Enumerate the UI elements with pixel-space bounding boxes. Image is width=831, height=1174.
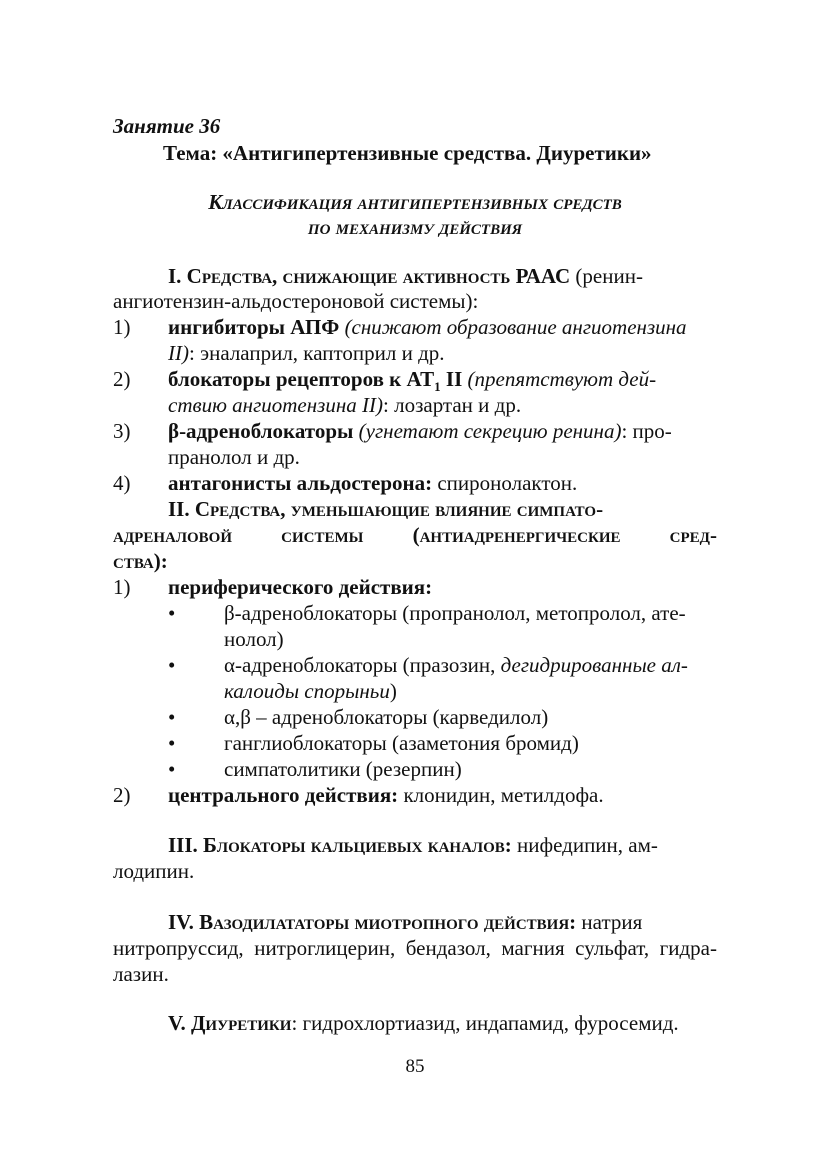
bullet-item-alpha-cont xyxy=(224,678,397,704)
item-italic: II) xyxy=(168,341,189,365)
item-text: : эналаприл, каптоприл и др. xyxy=(188,341,445,365)
item-number: 1) xyxy=(113,575,131,599)
item-bold: β-адреноблокаторы xyxy=(168,419,354,443)
item-text: : про- xyxy=(621,419,672,443)
section5-heading: V. Диуретики xyxy=(168,1011,292,1035)
section2-heading-line2: адреналовой системы (антиадренергические сред- xyxy=(113,523,717,547)
item-bold: центрального действия: xyxy=(168,783,399,807)
item-text: спиронолактон. xyxy=(432,471,578,495)
section3-heading: III. Блокаторы кальциевых каналов: xyxy=(168,833,512,857)
item-subscript: 1 xyxy=(434,379,441,395)
list-item-beta-blockers-cont: пранолол и др. xyxy=(168,445,300,469)
bullet-text: α-адреноблокаторы (празозин, xyxy=(224,653,501,677)
section3-heading-line xyxy=(168,832,718,858)
bullet-item-beta: β-адреноблокаторы (пропранолол, метопролол, ате- xyxy=(224,601,686,625)
section4-cont1: нитропруссид, нитроглицерин, бендазол, магния сульфат, гидра- xyxy=(113,936,717,960)
list-item-ace-inhibitors-cont xyxy=(168,340,445,366)
section4-heading-line xyxy=(168,909,718,935)
item-number: 4) xyxy=(113,471,131,495)
list-item-at1-blockers-cont xyxy=(168,392,521,418)
item-bold: блокаторы рецепторов к AT xyxy=(168,367,435,391)
item-number: 3) xyxy=(113,419,131,443)
section1-heading-rest: (ренин- xyxy=(570,264,643,288)
classification-title-line1: Классификация антигипертензивных средств xyxy=(208,190,622,214)
bullet-italic: дегидрированные ал- xyxy=(500,653,688,677)
bullet-icon: • xyxy=(168,653,176,677)
central-action xyxy=(168,782,604,808)
section5-heading-line xyxy=(168,1010,718,1036)
item-italic: (снижают образование ангиотензина xyxy=(339,315,687,339)
bullet-item-alpha-beta: α,β – адреноблокаторы (карведилол) xyxy=(224,705,549,729)
bullet-text: ) xyxy=(389,679,397,703)
item-bold: II xyxy=(440,367,463,391)
item-number: 1) xyxy=(113,315,131,339)
bullet-icon: • xyxy=(168,705,176,729)
bullet-icon: • xyxy=(168,757,176,781)
list-item-aldosterone xyxy=(168,470,577,496)
section2-heading-line1: II. Средства, уменьшающие влияние симпато- xyxy=(168,497,604,521)
list-item-beta-blockers xyxy=(168,418,672,444)
item-italic: ствию ангиотензина II) xyxy=(168,393,384,417)
section2-heading-line3: ства): xyxy=(113,549,168,573)
item-number: 2) xyxy=(113,783,131,807)
list-item-at1-blockers xyxy=(168,366,657,395)
bullet-item-beta-cont: нолол) xyxy=(224,627,284,651)
item-italic: (препятствуют дей- xyxy=(462,367,657,391)
lesson-label: Занятие 36 xyxy=(113,114,221,138)
list-item-ace-inhibitors xyxy=(168,314,687,340)
bullet-icon: • xyxy=(168,601,176,625)
bullet-italic: калоиды спорыньи xyxy=(224,679,390,703)
section5-rest: : гидрохлортиазид, индапамид, фуросемид. xyxy=(291,1011,679,1035)
section1-cont: ангиотензин-альдостероновой системы): xyxy=(113,289,479,313)
bullet-item-alpha xyxy=(224,652,688,678)
item-text: клонидин, метилдофа. xyxy=(398,783,604,807)
topic-title: Тема: «Антигипертензивные средства. Диуретики» xyxy=(163,141,652,165)
peripheral-label: периферического действия: xyxy=(168,575,433,599)
section3-rest: нифедипин, ам- xyxy=(511,833,658,857)
bullet-icon: • xyxy=(168,731,176,755)
section3-cont: лодипин. xyxy=(113,859,195,883)
section4-heading: IV. Вазодилататоры миотропного действия: xyxy=(168,910,577,934)
section4-cont2: лазин. xyxy=(113,962,169,986)
item-bold: антагонисты альдостерона: xyxy=(168,471,433,495)
page-number: 85 xyxy=(405,1056,425,1077)
item-bold: ингибиторы АПФ xyxy=(168,315,340,339)
bullet-item-sympatholytics: симпатолитики (резерпин) xyxy=(224,757,462,781)
item-text: : лозартан и др. xyxy=(383,393,522,417)
bullet-item-ganglionic: ганглиоблокаторы (азаметония бромид) xyxy=(224,731,579,755)
item-number: 2) xyxy=(113,367,131,391)
section4-rest: натрия xyxy=(576,910,643,934)
section1-heading-line xyxy=(168,263,718,289)
section1-heading: I. Средства, снижающие активность РААС xyxy=(168,264,571,288)
item-italic: (угнетают секрецию ренина) xyxy=(353,419,622,443)
classification-title-line2: по механизму действия xyxy=(307,215,523,239)
